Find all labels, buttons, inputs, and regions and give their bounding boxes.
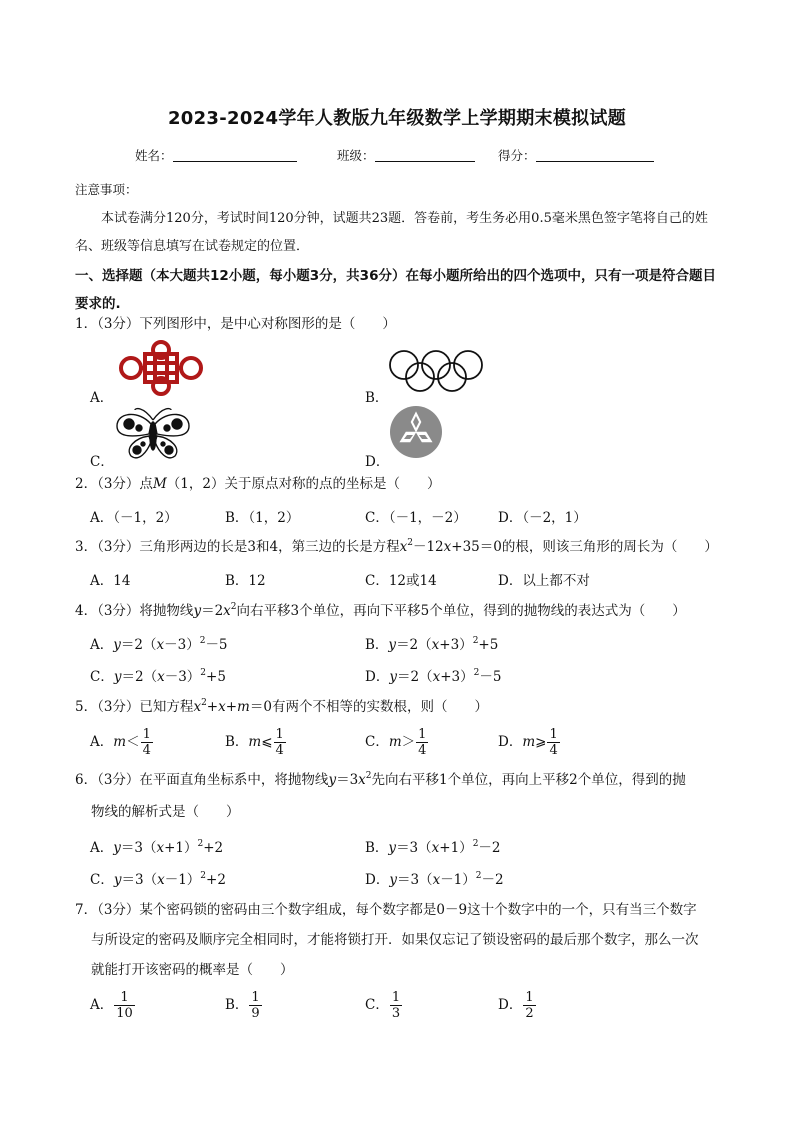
name-label: 姓名： <box>135 148 173 163</box>
q5-option-d: D．m⩾ $\frac{1}{4}$ <box>498 727 558 758</box>
q7-option-d: D． $\frac{1}{2}$ <box>498 990 534 1021</box>
class-field[interactable] <box>337 146 475 164</box>
three-diamond-logo-figure <box>388 404 444 460</box>
q5-option-a: A．m＜ $\frac{1}{4}$ <box>90 727 151 758</box>
question-3-stem: 3．（3分）三角形两边的长是3和4，第三边的长是方程$x^2-12x+35=0$的根，则该三角形的周长为（ ） <box>75 538 718 555</box>
q1-option-c-label: C． <box>90 454 114 470</box>
q2-option-c: C．（－1，－2） <box>365 510 467 526</box>
q6-option-c: C．$y=3(x-1)^2+2$ <box>90 871 226 888</box>
butterfly-figure <box>113 406 193 462</box>
name-field[interactable] <box>135 146 297 164</box>
fraction: $\frac{1}{4}$ <box>275 727 284 758</box>
q6-option-a: A．$y=3(x+1)^2+2$ <box>90 839 224 856</box>
q3-option-c: C．12或14 <box>365 573 437 589</box>
q5-option-b: B．m⩽ $\frac{1}{4}$ <box>225 727 284 758</box>
q7-option-a: A． $\frac{1}{10}$ <box>90 990 133 1021</box>
q3-option-b: B．12 <box>225 573 266 589</box>
class-blank[interactable] <box>375 149 475 162</box>
question-7-stem-cont-2: 就能打开该密码的概率是（ ） <box>91 962 294 978</box>
score-blank[interactable] <box>536 149 654 162</box>
fraction: $\frac{1}{10}$ <box>116 990 133 1021</box>
chinese-knot-figure <box>115 340 207 396</box>
q4-option-c: C．$y=2(x-3)^2+5$ <box>90 668 226 685</box>
fraction: $\frac{1}{3}$ <box>391 990 401 1021</box>
section-heading: 一、选择题（本大题共12小题，每小题3分，共36分）在每小题所给出的四个选项中，只有一项是符合题目要求的. <box>75 268 716 312</box>
question-4-stem: 4．（3分）将抛物线$y=2x^2$向右平移3个单位，再向下平移5个单位，得到的抛物线的表达式为（ ） <box>75 602 686 619</box>
question-6-stem-cont: 物线的解析式是（ ） <box>91 804 240 820</box>
question-7-stem: 7．（3分）某个密码锁的密码由三个数字组成，每个数字都是0－9这十个数字中的一个，只有当三个数字 <box>75 902 697 918</box>
q4-option-d: D．$y=2(x+3)^2-5$ <box>365 668 502 685</box>
fraction: $\frac{1}{9}$ <box>251 990 260 1021</box>
question-5-stem: 5．（3分）已知方程$x^2+x+m=0$有两个不相等的实数根，则（ ） <box>75 698 488 715</box>
q7-option-c: C． $\frac{1}{3}$ <box>365 990 401 1021</box>
q6-option-d: D．$y=3(x-1)^2-2$ <box>365 871 504 888</box>
fraction: $\frac{1}{4}$ <box>142 727 151 758</box>
olympic-rings-figure <box>386 347 486 393</box>
q1-option-d-label: D． <box>365 454 390 470</box>
q3-option-a: A．14 <box>90 573 131 589</box>
q5-option-c: C．m＞ $\frac{1}{4}$ <box>365 727 427 758</box>
score-label: 得分： <box>498 148 536 163</box>
q1-option-b-label: B． <box>365 390 389 406</box>
fraction: $\frac{1}{4}$ <box>418 727 427 758</box>
notes-text: 本试卷满分120分，考试时间120分钟，试题共23题．答卷前，考生务必用0.5毫米黑色签字笔将自己的姓名、班级等信息填写在试卷规定的位置． <box>75 211 708 254</box>
question-1-stem: 1．（3分）下列图形中，是中心对称图形的是（ ） <box>75 316 396 332</box>
q4-option-b: B．$y=2(x+3)^2+5$ <box>365 636 499 653</box>
q7-option-b: B． $\frac{1}{9}$ <box>225 990 260 1021</box>
q6-option-b: B．$y=3(x+1)^2-2$ <box>365 839 501 856</box>
fraction: $\frac{1}{4}$ <box>549 727 558 758</box>
question-6-stem: 6．（3分）在平面直角坐标系中，将抛物线$y=3x^2$先向右平移1个单位，再向上平移2个单位，得到的抛 <box>75 771 686 788</box>
q3-option-d: D．以上都不对 <box>498 573 590 589</box>
fraction: $\frac{1}{2}$ <box>525 990 534 1021</box>
page-title: 2023-2024学年人教版九年级数学上学期期末模拟试题 <box>167 108 627 129</box>
notes-heading: 注意事项： <box>75 182 138 197</box>
q2-option-d: D．（－2，1） <box>498 510 587 526</box>
score-field[interactable] <box>498 146 654 164</box>
class-label: 班级： <box>337 148 375 163</box>
name-blank[interactable] <box>173 149 297 162</box>
question-7-stem-cont-1: 与所设定的密码及顺序完全相同时，才能将锁打开．如果仅忘记了锁设密码的最后那个数字，那么一次 <box>91 932 699 948</box>
question-2-stem: 2．（3分）点M（1，2）关于原点对称的点的坐标是（ ） <box>75 476 441 492</box>
q1-option-a-label: A． <box>90 390 114 406</box>
q2-option-a: A．（－1，2） <box>90 510 178 526</box>
q4-option-a: A．$y=2(x-3)^2-5$ <box>90 636 228 653</box>
q2-option-b: B．（1，2） <box>225 510 300 526</box>
